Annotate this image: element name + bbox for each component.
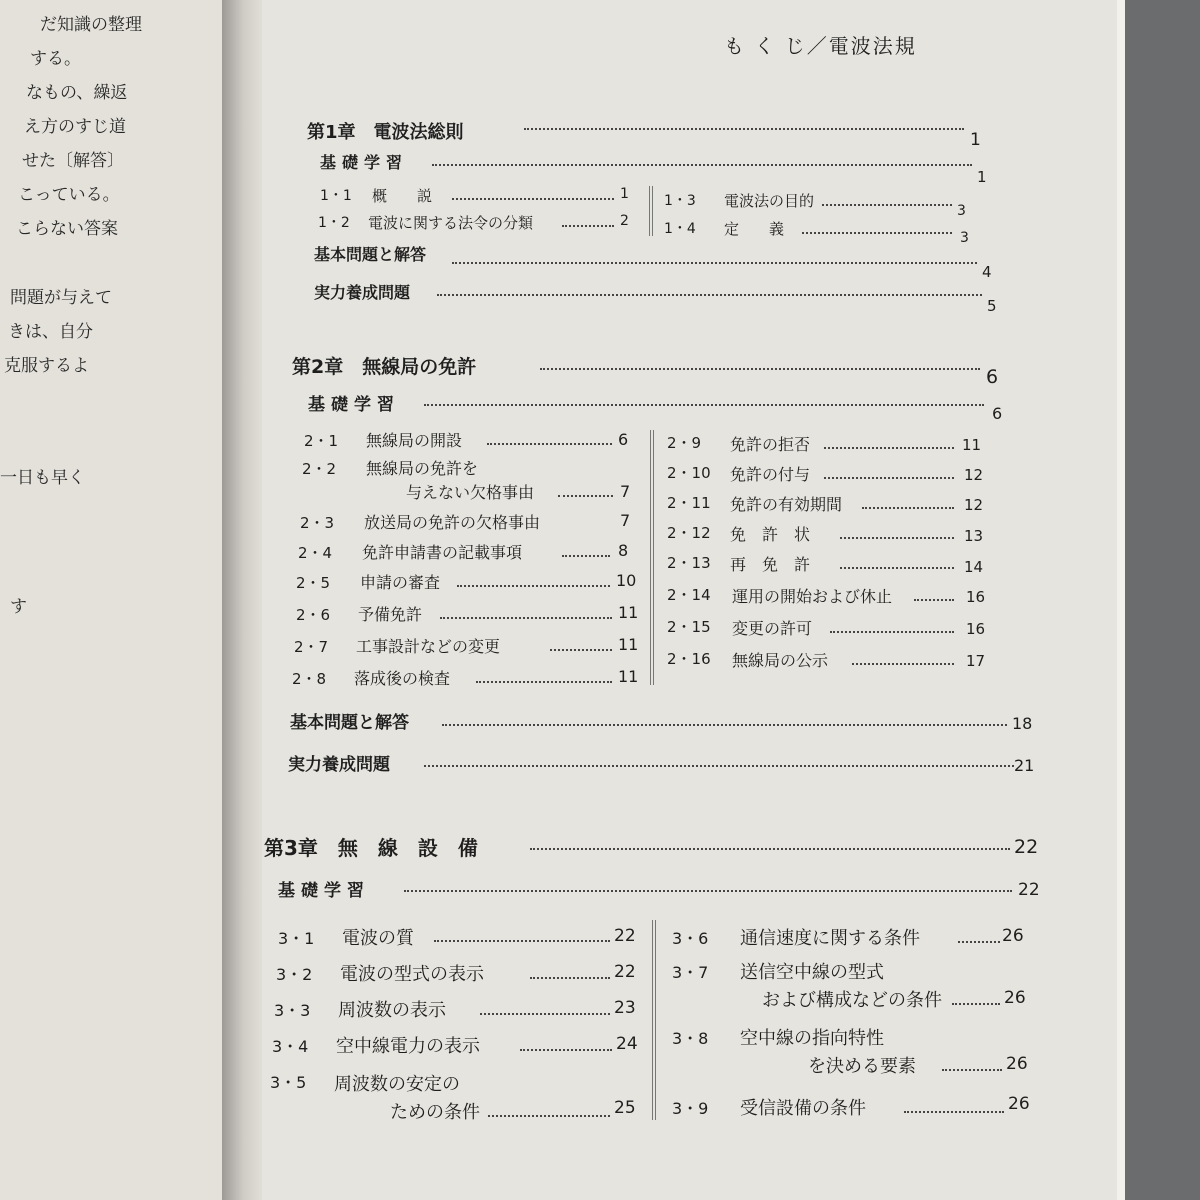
toc-item-number: 3・4 — [272, 1037, 309, 1056]
toc-item-number: 3・5 — [270, 1073, 307, 1092]
dot-leader — [830, 631, 954, 633]
toc-item-number: 2・16 — [667, 650, 711, 668]
toc-item-title[interactable]: 免許の付与 — [730, 465, 811, 484]
toc-item-page: 17 — [966, 652, 986, 670]
dot-leader — [540, 368, 980, 370]
dot-leader — [822, 204, 952, 206]
toc-item-title[interactable]: 工事設計などの変更 — [356, 637, 501, 656]
toc-item-number: 3・1 — [278, 929, 315, 948]
dot-leader — [952, 1003, 1000, 1005]
toc-item-page: 26 — [1006, 1054, 1028, 1074]
toc-item-number: 2・6 — [296, 606, 331, 624]
toc-item-title[interactable]: 空中線電力の表示 — [336, 1036, 480, 1057]
page-edge — [1117, 0, 1125, 1200]
toc-item-number: 2・2 — [302, 460, 337, 478]
toc-item-title[interactable]: 電波に関する法令の分類 — [368, 214, 534, 232]
toc-item-page: 2 — [620, 213, 629, 229]
left-page-line: こらない答案 — [16, 219, 118, 239]
dot-leader — [942, 1069, 1002, 1071]
left-page-line: せた〔解答〕 — [22, 151, 124, 171]
dot-leader — [562, 225, 614, 227]
toc-page — [262, 0, 1117, 1200]
chapter-1-study[interactable]: 基礎学習 — [320, 153, 409, 172]
dot-leader — [452, 198, 614, 200]
chapter-1-basic-page: 4 — [982, 263, 992, 281]
dot-leader — [520, 1049, 612, 1051]
dot-leader — [862, 507, 954, 509]
chapter-3-study[interactable]: 基礎学習 — [278, 881, 370, 901]
toc-item-title[interactable]: 送信空中線の型式 — [740, 962, 884, 983]
toc-item-page: 23 — [614, 998, 636, 1018]
dot-leader — [437, 294, 982, 296]
toc-item-title[interactable]: 概 説 — [372, 187, 433, 205]
dot-leader — [914, 599, 954, 601]
toc-item-page: 22 — [614, 926, 636, 946]
toc-item-title[interactable]: 通信速度に関する条件 — [740, 928, 920, 949]
toc-item-page: 24 — [616, 1034, 638, 1054]
chapter-3-study-page: 22 — [1018, 880, 1040, 900]
dot-leader — [487, 443, 612, 445]
toc-item-title[interactable]: 免許の有効期間 — [730, 495, 843, 514]
toc-item-title[interactable]: 定 義 — [724, 220, 785, 238]
chapter-2-study[interactable]: 基礎学習 — [308, 395, 400, 415]
toc-item-number: 3・6 — [672, 929, 709, 948]
dot-leader — [558, 495, 613, 497]
chapter-2-basic-page: 18 — [1012, 714, 1033, 733]
toc-item-number: 3・8 — [672, 1029, 709, 1048]
toc-item-title[interactable]: 電波法の目的 — [724, 192, 815, 210]
book-gutter — [222, 0, 262, 1200]
column-separator — [650, 430, 654, 685]
toc-item-title-line2: および構成などの条件 — [762, 990, 942, 1011]
chapter-1-title[interactable]: 第1章 電波法総則 — [307, 122, 464, 143]
toc-item-title[interactable]: 電波の型式の表示 — [340, 964, 484, 985]
chapter-2-study-page: 6 — [992, 404, 1003, 423]
dot-leader — [424, 404, 984, 406]
toc-item-title[interactable]: 無線局の公示 — [732, 651, 829, 670]
toc-item-page: 12 — [964, 466, 984, 484]
left-page-line: え方のすじ道 — [24, 117, 126, 137]
toc-item-title[interactable]: 無線局の開設 — [366, 431, 463, 450]
toc-item-number: 1・2 — [318, 215, 350, 231]
dot-leader — [904, 1111, 1004, 1113]
toc-item-page: 13 — [964, 527, 984, 545]
column-separator — [652, 920, 656, 1120]
toc-item-page: 11 — [618, 667, 639, 686]
chapter-3-title[interactable]: 第3章 無 線 設 備 — [264, 836, 478, 860]
toc-item-page: 26 — [1002, 926, 1024, 946]
toc-item-page: 7 — [620, 511, 631, 530]
toc-item-page: 1 — [620, 186, 629, 202]
left-page-line: こっている。 — [18, 185, 120, 205]
left-page — [0, 0, 222, 1200]
toc-item-number: 3・9 — [672, 1099, 709, 1118]
dot-leader — [550, 649, 612, 651]
toc-item-number: 2・14 — [667, 586, 711, 604]
toc-item-page: 16 — [966, 620, 986, 638]
chapter-2-basic[interactable]: 基本問題と解答 — [290, 713, 409, 733]
dot-leader — [432, 164, 972, 166]
toc-item-title-line2: 与えない欠格事由 — [406, 483, 535, 502]
toc-item-number: 2・10 — [667, 464, 711, 482]
toc-item-page: 6 — [618, 430, 629, 449]
dot-leader — [434, 940, 610, 942]
toc-item-title[interactable]: 無線局の免許を — [366, 459, 479, 478]
toc-item-title[interactable]: 運用の開始および休止 — [732, 587, 893, 606]
toc-item-title[interactable]: 周波数の表示 — [338, 1000, 446, 1021]
dot-leader — [958, 941, 1000, 943]
dot-leader — [802, 232, 952, 234]
toc-item-page: 26 — [1004, 988, 1026, 1008]
toc-item-number: 2・8 — [292, 670, 327, 688]
dot-leader — [530, 848, 1010, 850]
chapter-1-page: 1 — [970, 130, 981, 150]
toc-item-title[interactable]: 電波の質 — [342, 928, 414, 949]
toc-item-number: 2・11 — [667, 494, 711, 512]
left-page-line: きは、自分 — [8, 322, 93, 342]
toc-item-title[interactable]: 申請の審査 — [360, 573, 441, 592]
dot-leader — [452, 262, 977, 264]
dot-leader — [488, 1115, 610, 1117]
left-page-line: 一日も早く — [0, 468, 85, 488]
toc-item-page: 3 — [957, 203, 966, 219]
toc-item-page: 14 — [964, 558, 984, 576]
chapter-1-practice[interactable]: 実力養成問題 — [314, 283, 411, 302]
toc-item-title[interactable]: 予備免許 — [358, 605, 423, 624]
toc-item-number: 2・3 — [300, 514, 335, 532]
chapter-1-basic[interactable]: 基本問題と解答 — [314, 245, 427, 264]
left-page-line: だ知識の整理 — [40, 15, 142, 35]
dot-leader — [824, 477, 954, 479]
toc-item-number: 2・1 — [304, 432, 339, 450]
toc-item-title[interactable]: 周波数の安定の — [334, 1074, 460, 1095]
toc-item-page: 12 — [964, 496, 984, 514]
left-page-line: 克服するよ — [4, 356, 89, 376]
toc-item-number: 3・3 — [274, 1001, 311, 1020]
toc-item-page: 8 — [618, 541, 629, 560]
left-page-line: す — [10, 597, 27, 617]
toc-item-number: 3・7 — [672, 963, 709, 982]
toc-item-page: 11 — [962, 436, 982, 454]
toc-item-title-line2: を決める要素 — [808, 1056, 916, 1077]
chapter-2-page: 6 — [986, 366, 999, 388]
toc-item-number: 2・5 — [296, 574, 331, 592]
toc-item-page: 25 — [614, 1098, 636, 1118]
chapter-1-practice-page: 5 — [987, 297, 997, 315]
dot-leader — [442, 724, 1007, 726]
toc-item-page: 11 — [618, 635, 639, 654]
toc-item-number: 2・7 — [294, 638, 329, 656]
chapter-2-practice-page: 21 — [1014, 756, 1035, 775]
toc-item-number: 2・9 — [667, 434, 702, 452]
left-page-line: 問題が与えて — [10, 288, 112, 308]
page-header: も く じ／電波法規 — [724, 34, 917, 58]
chapter-3-page: 22 — [1014, 836, 1039, 858]
dot-leader — [480, 1013, 610, 1015]
toc-item-number: 2・4 — [298, 544, 333, 562]
dot-leader — [852, 663, 954, 665]
toc-item-title[interactable]: 空中線の指向特性 — [740, 1028, 884, 1049]
toc-item-title[interactable]: 受信設備の条件 — [740, 1098, 866, 1119]
column-separator — [649, 186, 653, 236]
dot-leader — [530, 977, 610, 979]
dot-leader — [524, 128, 964, 130]
dot-leader — [476, 681, 612, 683]
dot-leader — [562, 555, 610, 557]
dot-leader — [824, 447, 954, 449]
toc-item-title[interactable]: 免許の拒否 — [730, 435, 811, 454]
toc-item-number: 1・4 — [664, 221, 696, 237]
chapter-1-study-page: 1 — [977, 168, 987, 186]
dot-leader — [840, 567, 954, 569]
toc-item-number: 2・15 — [667, 618, 711, 636]
toc-item-page: 10 — [616, 571, 637, 590]
toc-item-title[interactable]: 免許申請書の記載事項 — [362, 543, 523, 562]
toc-item-title[interactable]: 再 免 許 — [730, 555, 811, 574]
dot-leader — [404, 890, 1012, 892]
toc-item-number: 1・1 — [320, 188, 352, 204]
left-page-line: する。 — [30, 49, 81, 69]
chapter-2-title[interactable]: 第2章 無線局の免許 — [292, 356, 477, 378]
dot-leader — [424, 765, 1014, 767]
toc-item-page: 7 — [620, 482, 631, 501]
toc-item-number: 2・13 — [667, 554, 711, 572]
dot-leader — [440, 617, 612, 619]
toc-item-page: 16 — [966, 588, 986, 606]
toc-item-page: 22 — [614, 962, 636, 982]
dot-leader — [457, 585, 610, 587]
toc-item-number: 1・3 — [664, 193, 696, 209]
toc-item-page: 11 — [618, 603, 639, 622]
toc-item-title[interactable]: 変更の許可 — [732, 619, 813, 638]
toc-item-number: 3・2 — [276, 965, 313, 984]
dot-leader — [840, 537, 954, 539]
toc-item-title[interactable]: 落成後の検査 — [354, 669, 451, 688]
toc-item-number: 2・12 — [667, 524, 711, 542]
toc-item-title[interactable]: 免 許 状 — [730, 525, 811, 544]
left-page-line: なもの、繰返 — [26, 83, 128, 103]
toc-item-page: 26 — [1008, 1094, 1030, 1114]
toc-item-page: 3 — [960, 230, 969, 246]
chapter-2-practice[interactable]: 実力養成問題 — [288, 755, 390, 775]
toc-item-title[interactable]: 放送局の免許の欠格事由 — [364, 513, 541, 532]
toc-item-title-line2: ための条件 — [390, 1102, 480, 1123]
